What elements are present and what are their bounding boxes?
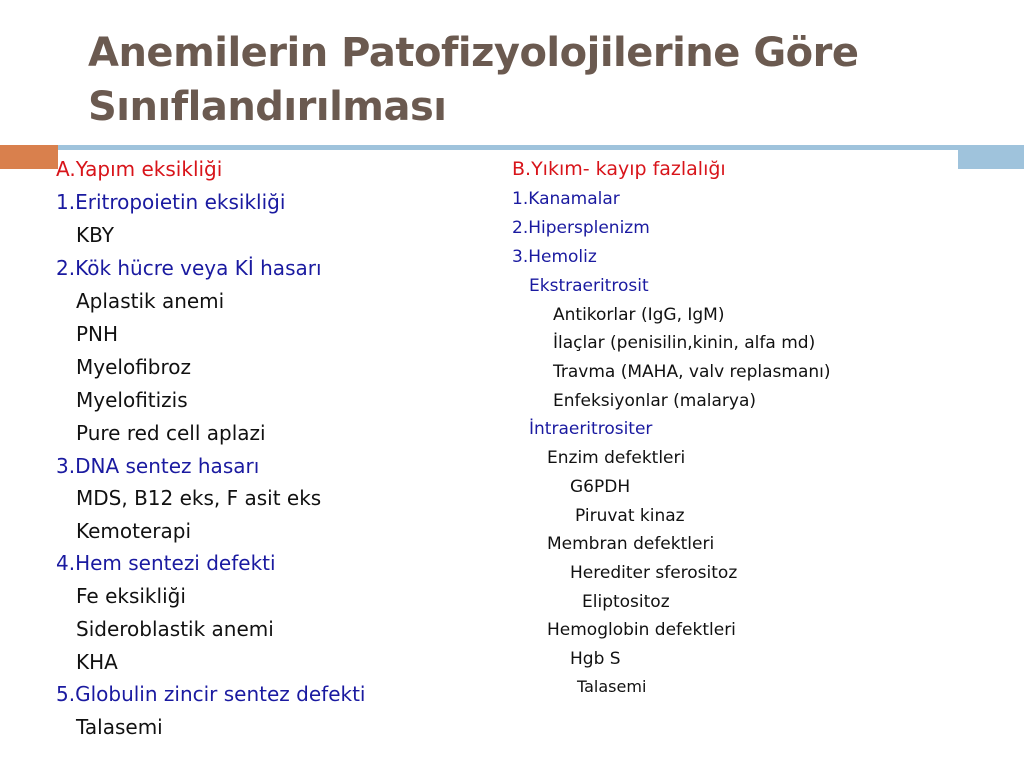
list-item: Piruvat kinaz — [575, 506, 685, 526]
list-item: Ekstraeritrosit — [529, 276, 649, 296]
list-item: 5.Globulin zincir sentez defekti — [56, 682, 366, 706]
list-item: İlaçlar (penisilin,kinin, alfa md) — [553, 333, 816, 353]
list-item: Myelofibroz — [76, 355, 191, 379]
list-item: Myelofitizis — [76, 388, 188, 412]
list-item: Travma (MAHA, valv replasmanı) — [553, 362, 831, 382]
list-item: 2.Hipersplenizm — [512, 218, 650, 238]
list-item: PNH — [76, 322, 119, 346]
list-item: Hemoglobin defektleri — [547, 620, 736, 640]
slide-title — [88, 26, 988, 134]
list-item: 2.Kök hücre veya Kİ hasarı — [56, 256, 322, 280]
list-item: Kemoterapi — [76, 519, 192, 543]
list-item: Aplastik anemi — [76, 289, 225, 313]
list-item: Talasemi — [577, 677, 647, 696]
list-item: Antikorlar (IgG, IgM) — [553, 305, 725, 325]
list-item: Eliptositoz — [582, 592, 670, 612]
accent-bar-left — [0, 145, 58, 169]
list-item: KHA — [76, 650, 118, 674]
accent-divider-line — [58, 145, 958, 150]
list-item: Pure red cell aplazi — [76, 421, 266, 445]
list-item: Sideroblastik anemi — [76, 617, 274, 641]
list-item: G6PDH — [570, 477, 631, 497]
list-item: Membran defektleri — [547, 534, 715, 554]
list-item: 1.Kanamalar — [512, 189, 620, 209]
title-line-1: Anemilerin Patofizyolojilerine Göre — [88, 30, 859, 76]
left-heading: A.Yapım eksikliği — [56, 157, 223, 181]
list-item: 4.Hem sentezi defekti — [56, 551, 276, 575]
list-item: MDS, B12 eks, F asit eks — [76, 486, 322, 510]
list-item: Fe eksikliği — [76, 584, 186, 608]
title-line-2: Sınıflandırılması — [88, 84, 447, 130]
list-item: Enzim defektleri — [547, 448, 686, 468]
list-item: Herediter sferositoz — [570, 563, 738, 583]
right-heading: B.Yıkım- kayıp fazlalığı — [512, 158, 726, 180]
list-item: İntraeritrositer — [529, 419, 653, 439]
list-item: Enfeksiyonlar (malarya) — [553, 391, 757, 411]
list-item: 3.DNA sentez hasarı — [56, 454, 260, 478]
accent-bar-right — [958, 145, 1024, 169]
list-item: 1.Eritropoietin eksikliği — [56, 190, 286, 214]
list-item: Talasemi — [76, 715, 163, 739]
list-item: KBY — [76, 223, 114, 247]
list-item: Hgb S — [570, 649, 621, 669]
list-item: 3.Hemoliz — [512, 247, 597, 267]
